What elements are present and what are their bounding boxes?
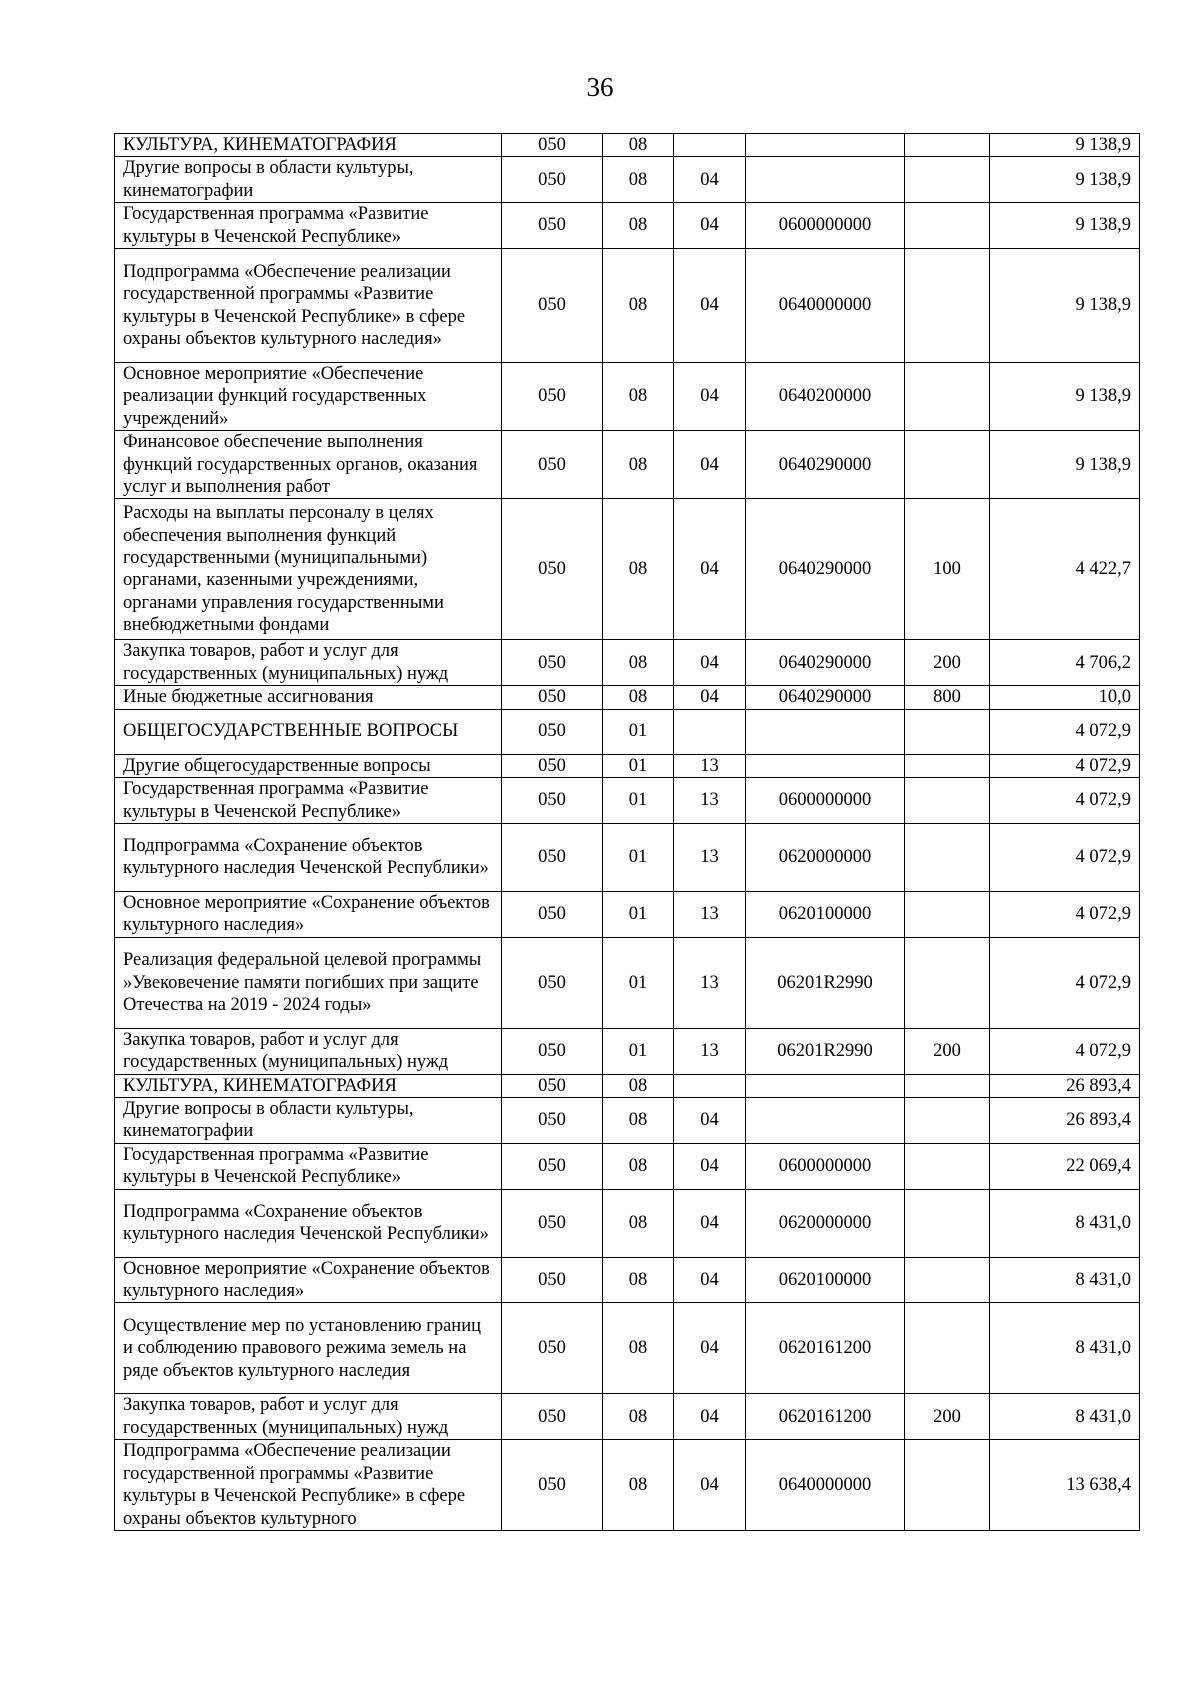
expense-type-cell: 200 bbox=[905, 640, 990, 686]
target-article-cell: 0640200000 bbox=[746, 363, 905, 431]
amount-cell: 4 072,9 bbox=[990, 823, 1140, 891]
amount-cell: 4 072,9 bbox=[990, 937, 1140, 1028]
expense-type-cell bbox=[905, 1189, 990, 1257]
table-row bbox=[115, 1074, 1140, 1097]
subsection-code-cell: 04 bbox=[674, 686, 746, 709]
target-article-cell bbox=[746, 1097, 905, 1143]
expense-type-cell bbox=[905, 754, 990, 777]
amount-cell: 4 072,9 bbox=[990, 891, 1140, 937]
target-article-cell: 0640290000 bbox=[746, 499, 905, 640]
amount-cell: 9 138,9 bbox=[990, 249, 1140, 363]
admin-code-cell: 050 bbox=[502, 157, 603, 203]
target-article-cell bbox=[746, 134, 905, 157]
table-row bbox=[115, 823, 1140, 891]
admin-code-cell: 050 bbox=[502, 778, 603, 824]
target-article-cell: 0600000000 bbox=[746, 1143, 905, 1189]
expense-type-cell bbox=[905, 778, 990, 824]
expense-type-cell bbox=[905, 891, 990, 937]
row-name-cell: Государственная программа «Развитие культуры в Чеченской Республике» bbox=[115, 203, 502, 249]
section-code-cell: 08 bbox=[603, 640, 674, 686]
amount-cell: 9 138,9 bbox=[990, 157, 1140, 203]
admin-code-cell: 050 bbox=[502, 686, 603, 709]
target-article-cell: 0620161200 bbox=[746, 1303, 905, 1394]
admin-code-cell: 050 bbox=[502, 363, 603, 431]
expense-type-cell: 800 bbox=[905, 686, 990, 709]
row-name-cell: Другие общегосударственные вопросы bbox=[115, 754, 502, 777]
table-row bbox=[115, 363, 1140, 431]
subsection-code-cell: 04 bbox=[674, 1097, 746, 1143]
admin-code-cell: 050 bbox=[502, 499, 603, 640]
target-article-cell bbox=[746, 754, 905, 777]
subsection-code-cell bbox=[674, 134, 746, 157]
subsection-code-cell: 04 bbox=[674, 431, 746, 499]
expense-type-cell bbox=[905, 1440, 990, 1531]
section-code-cell: 08 bbox=[603, 499, 674, 640]
target-article-cell: 0640290000 bbox=[746, 640, 905, 686]
row-name-cell: ОБЩЕГОСУДАРСТВЕННЫЕ ВОПРОСЫ bbox=[115, 709, 502, 754]
admin-code-cell: 050 bbox=[502, 134, 603, 157]
table-row bbox=[115, 709, 1140, 754]
expense-type-cell bbox=[905, 249, 990, 363]
target-article-cell: 06201R2990 bbox=[746, 1028, 905, 1074]
page-number: 36 bbox=[586, 72, 614, 102]
table-row bbox=[115, 1303, 1140, 1394]
expense-type-cell bbox=[905, 203, 990, 249]
amount-cell: 22 069,4 bbox=[990, 1143, 1140, 1189]
section-code-cell: 01 bbox=[603, 709, 674, 754]
section-code-cell: 08 bbox=[603, 203, 674, 249]
row-name-cell: Основное мероприятие «Сохранение объектов культурного наследия» bbox=[115, 1257, 502, 1303]
table-row bbox=[115, 1440, 1140, 1531]
admin-code-cell: 050 bbox=[502, 1394, 603, 1440]
table-row bbox=[115, 937, 1140, 1028]
section-code-cell: 08 bbox=[603, 1394, 674, 1440]
table-row bbox=[115, 1189, 1140, 1257]
row-name-cell: Другие вопросы в области культуры, кинематографии bbox=[115, 157, 502, 203]
table-row bbox=[115, 134, 1140, 157]
table-row bbox=[115, 1097, 1140, 1143]
subsection-code-cell: 13 bbox=[674, 1028, 746, 1074]
section-code-cell: 08 bbox=[603, 431, 674, 499]
subsection-code-cell: 13 bbox=[674, 937, 746, 1028]
section-code-cell: 08 bbox=[603, 1189, 674, 1257]
expense-type-cell bbox=[905, 1143, 990, 1189]
subsection-code-cell bbox=[674, 1074, 746, 1097]
amount-cell: 4 072,9 bbox=[990, 709, 1140, 754]
section-code-cell: 01 bbox=[603, 891, 674, 937]
row-name-cell: Другие вопросы в области культуры, кинематографии bbox=[115, 1097, 502, 1143]
section-code-cell: 08 bbox=[603, 1074, 674, 1097]
subsection-code-cell: 04 bbox=[674, 1440, 746, 1531]
table-row bbox=[115, 754, 1140, 777]
section-code-cell: 01 bbox=[603, 754, 674, 777]
section-code-cell: 08 bbox=[603, 249, 674, 363]
subsection-code-cell: 04 bbox=[674, 157, 746, 203]
subsection-code-cell: 04 bbox=[674, 1257, 746, 1303]
expense-type-cell: 200 bbox=[905, 1028, 990, 1074]
expense-type-cell bbox=[905, 134, 990, 157]
table-row bbox=[115, 431, 1140, 499]
admin-code-cell: 050 bbox=[502, 891, 603, 937]
row-name-cell: Подпрограмма «Сохранение объектов культурного наследия Чеченской Республики» bbox=[115, 1189, 502, 1257]
subsection-code-cell: 04 bbox=[674, 1394, 746, 1440]
expense-type-cell bbox=[905, 823, 990, 891]
admin-code-cell: 050 bbox=[502, 1189, 603, 1257]
budget-table bbox=[114, 133, 1140, 1531]
expense-type-cell bbox=[905, 1074, 990, 1097]
admin-code-cell: 050 bbox=[502, 1143, 603, 1189]
section-code-cell: 08 bbox=[603, 134, 674, 157]
expense-type-cell bbox=[905, 937, 990, 1028]
expense-type-cell bbox=[905, 157, 990, 203]
expense-type-cell bbox=[905, 1097, 990, 1143]
table-row bbox=[115, 778, 1140, 824]
row-name-cell: Основное мероприятие «Сохранение объектов культурного наследия» bbox=[115, 891, 502, 937]
target-article-cell: 06201R2990 bbox=[746, 937, 905, 1028]
subsection-code-cell: 04 bbox=[674, 499, 746, 640]
target-article-cell: 0640290000 bbox=[746, 431, 905, 499]
row-name-cell: Реализация федеральной целевой программы »Увековечение памяти погибших при защите Отечества на 2019 - 2024 годы» bbox=[115, 937, 502, 1028]
expense-type-cell bbox=[905, 709, 990, 754]
table-row bbox=[115, 891, 1140, 937]
table-row bbox=[115, 1143, 1140, 1189]
target-article-cell: 0640000000 bbox=[746, 249, 905, 363]
amount-cell: 4 072,9 bbox=[990, 754, 1140, 777]
subsection-code-cell: 13 bbox=[674, 778, 746, 824]
subsection-code-cell: 04 bbox=[674, 249, 746, 363]
row-name-cell: Основное мероприятие «Обеспечение реализации функций государственных учреждений» bbox=[115, 363, 502, 431]
section-code-cell: 08 bbox=[603, 686, 674, 709]
budget-table-body bbox=[115, 134, 1140, 1531]
target-article-cell bbox=[746, 157, 905, 203]
amount-cell: 9 138,9 bbox=[990, 134, 1140, 157]
target-article-cell: 0640000000 bbox=[746, 1440, 905, 1531]
expense-type-cell bbox=[905, 1303, 990, 1394]
admin-code-cell: 050 bbox=[502, 1074, 603, 1097]
target-article-cell: 0600000000 bbox=[746, 778, 905, 824]
section-code-cell: 01 bbox=[603, 937, 674, 1028]
section-code-cell: 08 bbox=[603, 1303, 674, 1394]
section-code-cell: 08 bbox=[603, 157, 674, 203]
admin-code-cell: 050 bbox=[502, 1257, 603, 1303]
expense-type-cell bbox=[905, 1257, 990, 1303]
amount-cell: 4 706,2 bbox=[990, 640, 1140, 686]
section-code-cell: 08 bbox=[603, 363, 674, 431]
section-code-cell: 08 bbox=[603, 1440, 674, 1531]
row-name-cell: Закупка товаров, работ и услуг для государственных (муниципальных) нужд bbox=[115, 1394, 502, 1440]
target-article-cell: 0620000000 bbox=[746, 1189, 905, 1257]
amount-cell: 26 893,4 bbox=[990, 1097, 1140, 1143]
table-row bbox=[115, 686, 1140, 709]
amount-cell: 26 893,4 bbox=[990, 1074, 1140, 1097]
admin-code-cell: 050 bbox=[502, 1303, 603, 1394]
target-article-cell bbox=[746, 709, 905, 754]
admin-code-cell: 050 bbox=[502, 640, 603, 686]
admin-code-cell: 050 bbox=[502, 1028, 603, 1074]
admin-code-cell: 050 bbox=[502, 823, 603, 891]
row-name-cell: Государственная программа «Развитие культуры в Чеченской Республике» bbox=[115, 1143, 502, 1189]
row-name-cell: Финансовое обеспечение выполнения функций государственных органов, оказания услуг и выполнения работ bbox=[115, 431, 502, 499]
admin-code-cell: 050 bbox=[502, 709, 603, 754]
row-name-cell: Осуществление мер по установлению границ и соблюдению правового режима земель на ряде объектов культурного наследия bbox=[115, 1303, 502, 1394]
admin-code-cell: 050 bbox=[502, 431, 603, 499]
table-row bbox=[115, 157, 1140, 203]
row-name-cell: КУЛЬТУРА, КИНЕМАТОГРАФИЯ bbox=[115, 1074, 502, 1097]
subsection-code-cell: 13 bbox=[674, 823, 746, 891]
target-article-cell bbox=[746, 1074, 905, 1097]
admin-code-cell: 050 bbox=[502, 203, 603, 249]
table-row bbox=[115, 1394, 1140, 1440]
subsection-code-cell: 04 bbox=[674, 640, 746, 686]
row-name-cell: КУЛЬТУРА, КИНЕМАТОГРАФИЯ bbox=[115, 134, 502, 157]
expense-type-cell: 100 bbox=[905, 499, 990, 640]
admin-code-cell: 050 bbox=[502, 1097, 603, 1143]
table-row bbox=[115, 203, 1140, 249]
subsection-code-cell: 04 bbox=[674, 1189, 746, 1257]
amount-cell: 10,0 bbox=[990, 686, 1140, 709]
section-code-cell: 01 bbox=[603, 778, 674, 824]
row-name-cell: Иные бюджетные ассигнования bbox=[115, 686, 502, 709]
row-name-cell: Подпрограмма «Обеспечение реализации государственной программы «Развитие культуры в Чеченской Республике» в сфере охраны объектов культурного наследия» bbox=[115, 249, 502, 363]
amount-cell: 8 431,0 bbox=[990, 1189, 1140, 1257]
table-row bbox=[115, 1028, 1140, 1074]
admin-code-cell: 050 bbox=[502, 249, 603, 363]
table-row bbox=[115, 249, 1140, 363]
row-name-cell: Закупка товаров, работ и услуг для государственных (муниципальных) нужд bbox=[115, 640, 502, 686]
target-article-cell: 0620100000 bbox=[746, 1257, 905, 1303]
target-article-cell: 0600000000 bbox=[746, 203, 905, 249]
target-article-cell: 0640290000 bbox=[746, 686, 905, 709]
amount-cell: 8 431,0 bbox=[990, 1303, 1140, 1394]
section-code-cell: 01 bbox=[603, 823, 674, 891]
row-name-cell: Расходы на выплаты персоналу в целях обеспечения выполнения функций государственными (муниципальными) органами, казенными учреждениями, органами управления государственными внебюджетными фондами bbox=[115, 499, 502, 640]
subsection-code-cell: 13 bbox=[674, 891, 746, 937]
section-code-cell: 08 bbox=[603, 1257, 674, 1303]
amount-cell: 8 431,0 bbox=[990, 1394, 1140, 1440]
amount-cell: 8 431,0 bbox=[990, 1257, 1140, 1303]
amount-cell: 4 422,7 bbox=[990, 499, 1140, 640]
target-article-cell: 0620100000 bbox=[746, 891, 905, 937]
expense-type-cell bbox=[905, 363, 990, 431]
expense-type-cell: 200 bbox=[905, 1394, 990, 1440]
table-row bbox=[115, 640, 1140, 686]
row-name-cell: Подпрограмма «Сохранение объектов культурного наследия Чеченской Республики» bbox=[115, 823, 502, 891]
row-name-cell: Государственная программа «Развитие культуры в Чеченской Республике» bbox=[115, 778, 502, 824]
amount-cell: 4 072,9 bbox=[990, 778, 1140, 824]
table-row bbox=[115, 1257, 1140, 1303]
subsection-code-cell: 04 bbox=[674, 1143, 746, 1189]
subsection-code-cell bbox=[674, 709, 746, 754]
admin-code-cell: 050 bbox=[502, 754, 603, 777]
amount-cell: 9 138,9 bbox=[990, 363, 1140, 431]
target-article-cell: 0620161200 bbox=[746, 1394, 905, 1440]
amount-cell: 4 072,9 bbox=[990, 1028, 1140, 1074]
amount-cell: 13 638,4 bbox=[990, 1440, 1140, 1531]
admin-code-cell: 050 bbox=[502, 1440, 603, 1531]
subsection-code-cell: 04 bbox=[674, 363, 746, 431]
amount-cell: 9 138,9 bbox=[990, 203, 1140, 249]
expense-type-cell bbox=[905, 431, 990, 499]
target-article-cell: 0620000000 bbox=[746, 823, 905, 891]
admin-code-cell: 050 bbox=[502, 937, 603, 1028]
section-code-cell: 08 bbox=[603, 1097, 674, 1143]
section-code-cell: 08 bbox=[603, 1143, 674, 1189]
subsection-code-cell: 13 bbox=[674, 754, 746, 777]
subsection-code-cell: 04 bbox=[674, 1303, 746, 1394]
section-code-cell: 01 bbox=[603, 1028, 674, 1074]
row-name-cell: Закупка товаров, работ и услуг для государственных (муниципальных) нужд bbox=[115, 1028, 502, 1074]
table-row bbox=[115, 499, 1140, 640]
amount-cell: 9 138,9 bbox=[990, 431, 1140, 499]
row-name-cell: Подпрограмма «Обеспечение реализации государственной программы «Развитие культуры в Чеченской Республике» в сфере охраны объектов культурного bbox=[115, 1440, 502, 1531]
subsection-code-cell: 04 bbox=[674, 203, 746, 249]
